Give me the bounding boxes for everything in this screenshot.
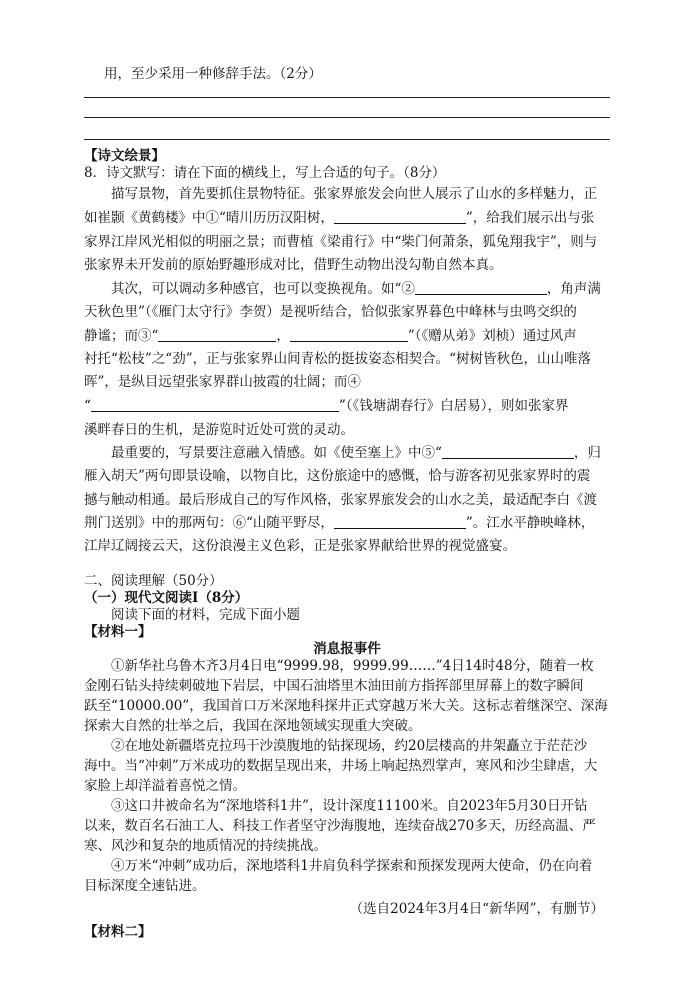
q8-paragraph-2-line-2: 天秋色里”（《雁门太守行》李贺）是视听结合，恰似张家界暮色中峰林与虫鸣交织的	[84, 304, 577, 320]
reading-instruction: 阅读下面的材料，完成下面小题	[111, 607, 300, 623]
news-p2-line-3: 家脸上却洋溢着喜悦之情。	[84, 778, 246, 794]
q8-paragraph-2-line-4: 衬托“松枝”之“劲”，正与张家界山间青松的挺拔姿态相契合。“树树皆秋色，山山唯落	[84, 351, 592, 367]
answer-prompt: 用，至少采用一种修辞手法。（2分）	[104, 66, 322, 82]
news-p1-line-4: 探索大自然的壮举之后，我国在深地领域实现重大突破。	[84, 718, 422, 734]
news-p3-line-3: 寒、风沙和复杂的地质情况的持续挑战。	[84, 838, 327, 854]
q8-paragraph-3-line-4	[84, 513, 594, 533]
q8-paragraph-3-line-2: 雁入胡天”两句即景设喻，以物自比，这份旅途中的感慨，恰与游客初见张家界时的震	[84, 468, 591, 484]
q8-paragraph-2-line-3	[84, 326, 577, 346]
text-segment: 荆门送别》中的那两句：⑥“山随平野尽，	[84, 515, 334, 531]
part-2-subheading: （一）现代文阅读Ⅰ（8分）	[84, 590, 249, 606]
q8-paragraph-3-line-1	[111, 443, 601, 463]
text-segment: ，	[276, 328, 290, 344]
answer-line-3[interactable]	[84, 139, 610, 140]
text-segment: 最重要的，写景要注意融入情感。如《使至塞上》中⑤“	[111, 445, 442, 461]
q8-paragraph-3-line-3: 撼与触动相通。最后形成自己的写作风格，张家界旅发会的山水之美，最适配李白《渡	[84, 492, 597, 508]
q8-paragraph-1-line-1: 描写景物，首先要抓住景物特征。张家界旅发会向世人展示了山水的多样魅力，正	[111, 186, 597, 202]
material-2-tag: 【材料二】	[84, 924, 152, 940]
fill-blank-2[interactable]	[415, 280, 547, 295]
text-segment: ”，给我们展示出与张	[465, 210, 595, 226]
news-p1-line-1: ①新华社乌鲁木齐3月4日电“9999.98，9999.99……”4日14时48分，随着一枚	[111, 658, 594, 674]
text-segment: ”。江水平静映峰林，	[465, 515, 595, 531]
q8-paragraph-2-line-1	[111, 279, 601, 299]
q8-paragraph-2-line-5: 晖”，是纵目远望张家界群山披霞的壮阔；而④	[84, 374, 361, 390]
news-p3-line-2: 以来，数百名石油工人、科技工作者坚守沙海腹地，连续奋战270多天，历经高温、严	[84, 818, 596, 834]
news-p1-line-2: 金刚石钻头持续刺破地下岩层，中国石油塔里木油田前方指挥部里屏幕上的数字瞬间	[84, 678, 584, 694]
q8-paragraph-1-line-4: 张家界未开发前的原始野趣形成对比，借野生动物出没勾勒自然本真。	[84, 257, 503, 273]
text-segment: 静谧；而③“	[84, 328, 159, 344]
fill-blank-6[interactable]	[334, 514, 466, 529]
news-p3-line-1: ③这口井被命名为“深地塔科1井”，设计深度11100米。自2023年5月30日开钻	[111, 798, 588, 814]
q8-paragraph-2-line-6	[84, 396, 569, 416]
part-2-heading: 二、阅读理解（50分）	[84, 573, 223, 589]
news-source: （选自2024年3月4日“新华网”，有删节）	[349, 901, 604, 917]
question-8-heading: 8．诗文默写：请在下面的横线上，写上合适的句子。（8分）	[84, 165, 446, 181]
news-title: 消息报事件	[313, 641, 381, 657]
fill-blank-3b[interactable]	[290, 327, 408, 342]
fill-blank-3a[interactable]	[158, 327, 276, 342]
fill-blank-1[interactable]	[334, 209, 466, 224]
q8-paragraph-1-line-2	[84, 208, 594, 228]
answer-line-2[interactable]	[84, 117, 610, 118]
text-segment: ”（《赠从弟》刘桢）通过风声	[407, 328, 577, 344]
text-segment: 如崔颢《黄鹤楼》中①“晴川历历汉阳树，	[84, 210, 334, 226]
answer-line-1[interactable]	[84, 97, 610, 98]
q8-paragraph-1-line-3: 家界江岸风光相似的明丽之景；而曹植《梁甫行》中“柴门何萧条，狐兔翔我宇”，则与	[84, 234, 598, 250]
fill-blank-5[interactable]	[442, 444, 574, 459]
text-segment: ”（《钱塘湖春行》白居易），则如张家界	[338, 398, 569, 414]
text-segment: “	[84, 398, 91, 414]
q8-paragraph-3-line-5: 江岸辽阔接云天，这份浪漫主义色彩，正是张家界献给世界的视觉盛宴。	[84, 538, 516, 554]
text-segment: ，角声满	[546, 281, 601, 297]
text-segment: 其次，可以调动多种感官，也可以变换视角。如“②	[111, 281, 415, 297]
news-p4-line-2: 目标深度全速钻进。	[84, 878, 206, 894]
fill-blank-4[interactable]	[91, 397, 339, 412]
news-p2-line-1: ②在地处新疆塔克拉玛干沙漠腹地的钻探现场，约20层楼高的井架矗立于茫茫沙	[111, 738, 588, 754]
material-1-tag: 【材料一】	[84, 624, 152, 640]
section-tag: 【诗文绘景】	[84, 148, 165, 164]
news-p1-line-3: 跃至“10000.00”，我国首口万米深地科探井正式穿越万米大关。这标志着继深空、深海	[84, 698, 608, 714]
q8-paragraph-2-line-7: 溪畔春日的生机，是游览时近处可赏的灵动。	[84, 422, 354, 438]
news-p2-line-2: 海中。当“冲刺”万米成功的数据呈现出来，井场上响起热烈掌声，寒风和沙尘肆虐，大	[84, 758, 598, 774]
text-segment: ，归	[573, 445, 601, 461]
news-p4-line-1: ④万米“冲刺”成功后，深地塔科1井肩负科学探索和预探发现两大使命，仍在向着	[111, 858, 593, 874]
